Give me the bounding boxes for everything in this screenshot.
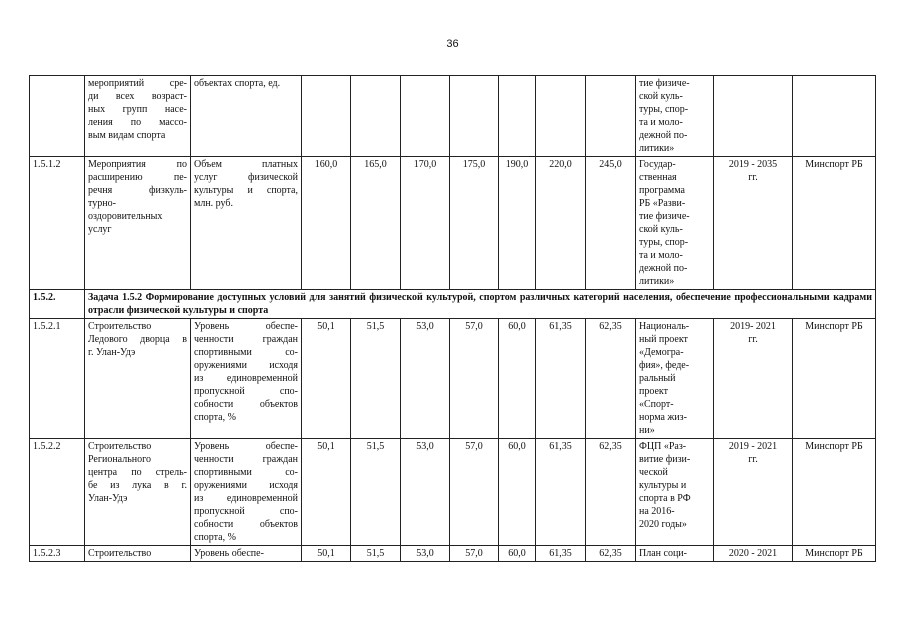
row-code: 1.5.2.1 [30, 319, 85, 439]
value-cell-7: 62,35 [586, 319, 636, 439]
indicator-line: ченности граждан [194, 334, 298, 345]
value-cell-4 [450, 76, 499, 157]
indicator-line: млн. руб. [194, 198, 233, 209]
source-line: туры, спор- [639, 104, 689, 115]
table-row [30, 319, 876, 439]
table-body-task [30, 290, 876, 319]
indicator-line: спорта, % [194, 532, 236, 543]
event-line: ления по массо- [88, 117, 187, 128]
value-cell-4: 175,0 [450, 157, 499, 290]
event-line: турно- [88, 198, 116, 209]
event-cell [85, 319, 191, 439]
value-cell-7: 62,35 [586, 546, 636, 562]
table-body-lower [30, 319, 876, 562]
event-cell [85, 157, 191, 290]
event-line: мероприятий сре- [88, 78, 187, 89]
period-cell [714, 439, 793, 546]
executor-cell: Минспорт РБ [793, 546, 876, 562]
indicator-cell [191, 439, 302, 546]
value-cell-4: 57,0 [450, 439, 499, 546]
indicator-line: культуры и спорта, [194, 185, 298, 196]
value-cell-3: 53,0 [401, 439, 450, 546]
source-line: спорта в РФ [639, 493, 691, 504]
value-cell-4: 57,0 [450, 546, 499, 562]
indicator-line: оружениями исходя [194, 480, 298, 491]
executor-cell [793, 76, 876, 157]
page-number: 36 [446, 38, 459, 50]
value-cell-4: 57,0 [450, 319, 499, 439]
event-line: бе из лука в г. [88, 480, 187, 491]
value-cell-2: 51,5 [351, 319, 401, 439]
indicator-cell [191, 546, 302, 562]
value-cell-5: 190,0 [499, 157, 536, 290]
event-line: речня физкуль- [88, 185, 187, 196]
source-line: Националь- [639, 321, 690, 332]
value-cell-6: 61,35 [536, 319, 586, 439]
indicator-line: из единовременной [194, 373, 298, 384]
value-cell-2: 165,0 [351, 157, 401, 290]
value-cell-1: 50,1 [302, 439, 351, 546]
value-cell-3: 170,0 [401, 157, 450, 290]
indicator-line: спортивными со- [194, 347, 298, 358]
source-line: программа [639, 185, 685, 196]
value-cell-3: 53,0 [401, 319, 450, 439]
row-code: 1.5.1.2 [30, 157, 85, 290]
indicator-line: ченности граждан [194, 454, 298, 465]
source-line: ской куль- [639, 224, 683, 235]
source-line: ни» [639, 425, 655, 436]
value-cell-1: 50,1 [302, 546, 351, 562]
value-cell-2 [351, 76, 401, 157]
value-cell-5: 60,0 [499, 319, 536, 439]
indicator-cell [191, 157, 302, 290]
indicator-line: оружениями исходя [194, 360, 298, 371]
value-cell-5: 60,0 [499, 546, 536, 562]
indicator-cell [191, 76, 302, 157]
value-cell-6: 61,35 [536, 439, 586, 546]
source-line: ФЦП «Раз- [639, 441, 687, 452]
measures-table [29, 75, 876, 562]
period-line: гг. [748, 334, 758, 345]
event-line: центра по стрель- [88, 467, 187, 478]
indicator-line: спортивными со- [194, 467, 298, 478]
row-code: 1.5.2.3 [30, 546, 85, 562]
indicator-line: Уровень обеспе- [194, 321, 298, 332]
value-cell-6: 220,0 [536, 157, 586, 290]
event-line: Регионального [88, 454, 151, 465]
source-line: «Спорт- [639, 399, 674, 410]
source-line: витие физи- [639, 454, 691, 465]
event-line: Строительство [88, 321, 152, 332]
table-row [30, 76, 876, 157]
source-line: литики» [639, 276, 675, 287]
indicator-line: из единовременной [194, 493, 298, 504]
source-line: дежной по- [639, 130, 688, 141]
source-line: План соци- [639, 548, 687, 559]
executor-cell: Минспорт РБ [793, 439, 876, 546]
source-line: проект [639, 386, 669, 397]
source-line: ный проект [639, 334, 688, 345]
event-line: расширению пе- [88, 172, 187, 183]
period-cell [714, 546, 793, 562]
value-cell-6: 61,35 [536, 546, 586, 562]
event-line: Улан-Удэ [88, 493, 128, 504]
event-cell [85, 76, 191, 157]
value-cell-5 [499, 76, 536, 157]
event-line: г. Улан-Удэ [88, 347, 136, 358]
source-line: норма жиз- [639, 412, 687, 423]
source-cell [636, 157, 714, 290]
source-line: культуры и [639, 480, 687, 491]
task-row [30, 290, 876, 319]
source-line: фия», феде- [639, 360, 690, 371]
indicator-line: Уровень обеспе- [194, 441, 298, 452]
event-cell [85, 439, 191, 546]
value-cell-3: 53,0 [401, 546, 450, 562]
source-cell [636, 546, 714, 562]
source-line: дежной по- [639, 263, 688, 274]
indicator-cell [191, 319, 302, 439]
source-line: «Демогра- [639, 347, 684, 358]
event-line: оздоровительных [88, 211, 163, 222]
source-line: тие физиче- [639, 211, 690, 222]
value-cell-3 [401, 76, 450, 157]
value-cell-7: 62,35 [586, 439, 636, 546]
period-line: гг. [748, 172, 758, 183]
source-cell [636, 439, 714, 546]
indicator-line: пропускной спо- [194, 506, 298, 517]
event-line: Строительство [88, 441, 152, 452]
event-line: услуг [88, 224, 112, 235]
source-line: та и моло- [639, 117, 683, 128]
task-title: Задача 1.5.2 Формирование доступных условий для занятий физической культурой, спортом различных категорий населения, обеспечение профессиональными кадрами отрасли физической культуры и спорта [85, 290, 876, 319]
period-line: 2019- 2021 [730, 321, 776, 332]
source-line: ской куль- [639, 91, 683, 102]
value-cell-1: 50,1 [302, 319, 351, 439]
event-line: вым видам спорта [88, 130, 166, 141]
period-cell [714, 157, 793, 290]
source-line: ственная [639, 172, 677, 183]
indicator-line: пропускной спо- [194, 386, 298, 397]
source-line: та и моло- [639, 250, 683, 261]
row-code [30, 76, 85, 157]
source-line: 2020 годы» [639, 519, 687, 530]
table-row [30, 157, 876, 290]
source-line: РБ «Разви- [639, 198, 686, 209]
event-line: Ледового дворца в [88, 334, 187, 345]
value-cell-5: 60,0 [499, 439, 536, 546]
indicator-line: собности объектов [194, 399, 298, 410]
indicator-line: объектах спорта, ед. [194, 78, 281, 89]
source-line: ческой [639, 467, 668, 478]
source-line: на 2016- [639, 506, 675, 517]
indicator-line: Уровень обеспе- [194, 548, 264, 559]
value-cell-2: 51,5 [351, 546, 401, 562]
period-cell [714, 319, 793, 439]
source-cell [636, 76, 714, 157]
indicator-line: спорта, % [194, 412, 236, 423]
value-cell-6 [536, 76, 586, 157]
period-line: 2020 - 2021 [728, 548, 778, 559]
source-line: Государ- [639, 159, 676, 170]
event-cell [85, 546, 191, 562]
indicator-line: услуг физической [194, 172, 298, 183]
table-row [30, 546, 876, 562]
event-line: Строительство [88, 548, 152, 559]
executor-cell: Минспорт РБ [793, 157, 876, 290]
event-line: ди всех возраст- [88, 91, 187, 102]
period-line: гг. [748, 454, 758, 465]
table-body-upper [30, 76, 876, 290]
task-code: 1.5.2. [30, 290, 85, 319]
table-row [30, 439, 876, 546]
period-cell [714, 76, 793, 157]
period-line: 2019 - 2021 [728, 441, 778, 452]
value-cell-1: 160,0 [302, 157, 351, 290]
source-line: ральный [639, 373, 676, 384]
executor-cell: Минспорт РБ [793, 319, 876, 439]
event-line: ных групп насе- [88, 104, 187, 115]
value-cell-1 [302, 76, 351, 157]
source-line: тие физиче- [639, 78, 690, 89]
row-code: 1.5.2.2 [30, 439, 85, 546]
event-line: Мероприятия по [88, 159, 187, 170]
value-cell-7: 245,0 [586, 157, 636, 290]
indicator-line: собности объектов [194, 519, 298, 530]
value-cell-2: 51,5 [351, 439, 401, 546]
indicator-line: Объем платных [194, 159, 298, 170]
value-cell-7 [586, 76, 636, 157]
period-line: 2019 - 2035 [728, 159, 778, 170]
source-line: туры, спор- [639, 237, 689, 248]
source-cell [636, 319, 714, 439]
source-line: литики» [639, 143, 675, 154]
